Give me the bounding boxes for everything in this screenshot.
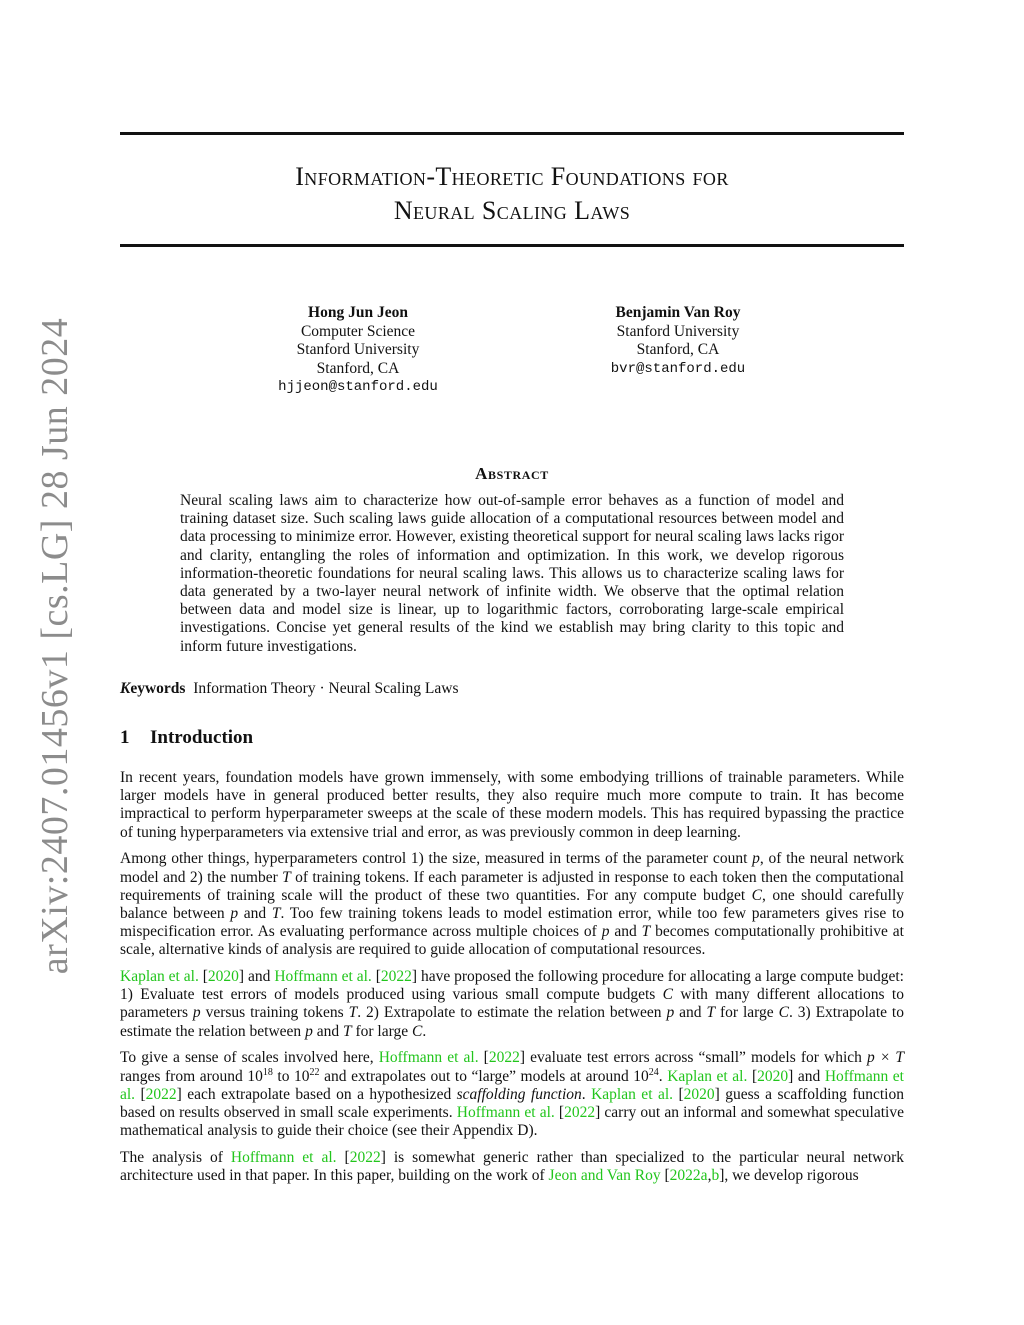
paragraph-3: Kaplan et al. [2020] and Hoffmann et al. [2022] have proposed the following procedure for allocating a large compute budget: 1) Evaluate test errors of models produced using various small compute budgets C with many different allocations to parameters p versus training tokens T. 2) Extrapolate to estimate the relation between p and T for large C. 3) Extrapolate to estimate the relation between p and T for large C.	[120, 968, 904, 1040]
citation-link[interactable]: Hoffmann et al.	[274, 968, 372, 986]
citation-year-link[interactable]: 2022	[488, 1049, 520, 1067]
citation-year-link[interactable]: b	[711, 1167, 720, 1185]
author-affiliation: Computer Science	[300, 322, 416, 340]
keywords-line	[120, 680, 459, 698]
author-block-1	[208, 304, 508, 397]
citation-link[interactable]: Hoffmann et al.	[230, 1148, 337, 1166]
section-title: Introduction	[150, 727, 254, 748]
author-affiliation: Stanford University	[296, 341, 420, 358]
citation-year-link[interactable]: 2020	[757, 1067, 789, 1085]
author-affiliation: Stanford University	[616, 322, 740, 340]
section-number: 1	[120, 727, 130, 748]
title-line-2: Neural Scaling Laws	[393, 196, 631, 225]
author-block-2	[528, 304, 828, 378]
paragraph-2: Among other things, hyperparameters control 1) the size, measured in terms of the parameter count p, of the neural network model and 2) the number T of training tokens. If each parameter is adjusted in response to each token then the computational requirements of training scale will the product of these two quantities. For any compute budget C, one should carefully balance between p and T. Too few training tokens leads to model estimation error, while too few parameters gives rise to mispecification error. As evaluating performance across multiple choices of p and T becomes computationally prohibitive at scale, alternative kinds of analysis are required to guide allocation of computational resources.	[120, 850, 905, 959]
section-heading	[120, 727, 253, 749]
author-name: Hong Jun Jeon	[308, 304, 408, 321]
title-line-1: Information-Theoretic Foundations for	[295, 162, 729, 191]
citation-link[interactable]: Hoffmann et al.	[456, 1103, 555, 1121]
citation-link[interactable]: Jeon and Van Roy	[548, 1167, 661, 1185]
citation-year-link[interactable]: 2022	[380, 968, 412, 986]
author-email[interactable]: bvr@stanford.edu	[610, 360, 746, 377]
paragraph-5: The analysis of Hoffmann et al. [2022] is somewhat generic rather than specialized to the particular neural network architecture used in that paper. In this paper, building on the work of Jeon and Van Roy [2022a,b], we develop rigorous	[120, 1148, 904, 1185]
keywords-text: Information Theory · Neural Scaling Laws	[193, 680, 459, 697]
author-name: Benjamin Van Roy	[615, 304, 741, 321]
paper-title	[120, 160, 904, 228]
title-rule-bottom	[120, 244, 904, 247]
title-rule-top	[120, 132, 904, 135]
abstract-text: Neural scaling laws aim to characterize how out-of-sample error behaves as a function of model and training dataset size. Such scaling laws guide allocation of a computational resources between model and data processing to minimize error. However, existing theoretical support for neural scaling laws lacks rigor and clarity, entangling the roles of information and optimization. In this work, we develop rigorous information-theoretic foundations for neural scaling laws. This allows us to characterize scaling laws for data generated by a two-layer neural network of infinite width. We observe that the optimal relation between data and model size is linear, up to logarithmic factors, corroborating large-scale empirical investigations. Concise yet general results of the kind we establish may bring clarity to this topic and inform future investigations.	[180, 492, 844, 655]
author-location: Stanford, CA	[636, 341, 720, 358]
citation-link[interactable]: Kaplan et al.	[667, 1067, 748, 1085]
paragraph-4: To give a sense of scales involved here, Hoffmann et al. [2022] evaluate test errors across “small” models for which p × T ranges from around $10^{18}$ to $10^{22}$ and extrapolates out to “large” models at around $10^{24}$. Kaplan et al. [2020] and Hoffmann et al. [2022] each extrapolate based on a hypothesized scaffolding function. Kaplan et al. [2020] guess a scaffolding function based on results observed in small scale experiments. Hoffmann et al. [2022] carry out an informal and somewhat speculative mathematical analysis to guide their choice (see their Appendix D).	[120, 1049, 905, 1140]
author-location: Stanford, CA	[316, 359, 400, 377]
citation-year-link[interactable]: 2022	[564, 1103, 596, 1121]
citation-year-link[interactable]: 2020	[207, 968, 239, 986]
abstract-heading: Abstract	[475, 464, 549, 483]
body-text	[120, 769, 904, 1194]
citation-link[interactable]: Kaplan et al.	[591, 1085, 674, 1103]
citation-year-link[interactable]: 2022	[349, 1148, 381, 1166]
citation-year-link[interactable]: 2022a	[669, 1167, 708, 1185]
keywords-label: Keywords	[120, 680, 186, 697]
citation-link[interactable]: Kaplan et al.	[120, 968, 199, 986]
paragraph-1: In recent years, foundation models have grown immensely, with some embodying trillions of trainable parameters. While larger models have in general produced better results, they also require much more compute to train. It has become impractical to perform hyperparameter sweeps at the scale of these modern models. This has required bypassing the practice of tuning hyperparameters via extensive trial and error, as was previously common in deep learning.	[120, 769, 904, 841]
arxiv-identifier: arXiv:2407.01456v1 [cs.LG] 28 Jun 2024	[34, 317, 76, 975]
citation-link[interactable]: Hoffmann et al.	[120, 1067, 904, 1103]
author-email[interactable]: hjjeon@stanford.edu	[278, 379, 438, 395]
citation-link[interactable]: Hoffmann et al.	[378, 1049, 479, 1067]
citation-year-link[interactable]: 2020	[683, 1085, 715, 1103]
citation-year-link[interactable]: 2022	[145, 1085, 177, 1103]
